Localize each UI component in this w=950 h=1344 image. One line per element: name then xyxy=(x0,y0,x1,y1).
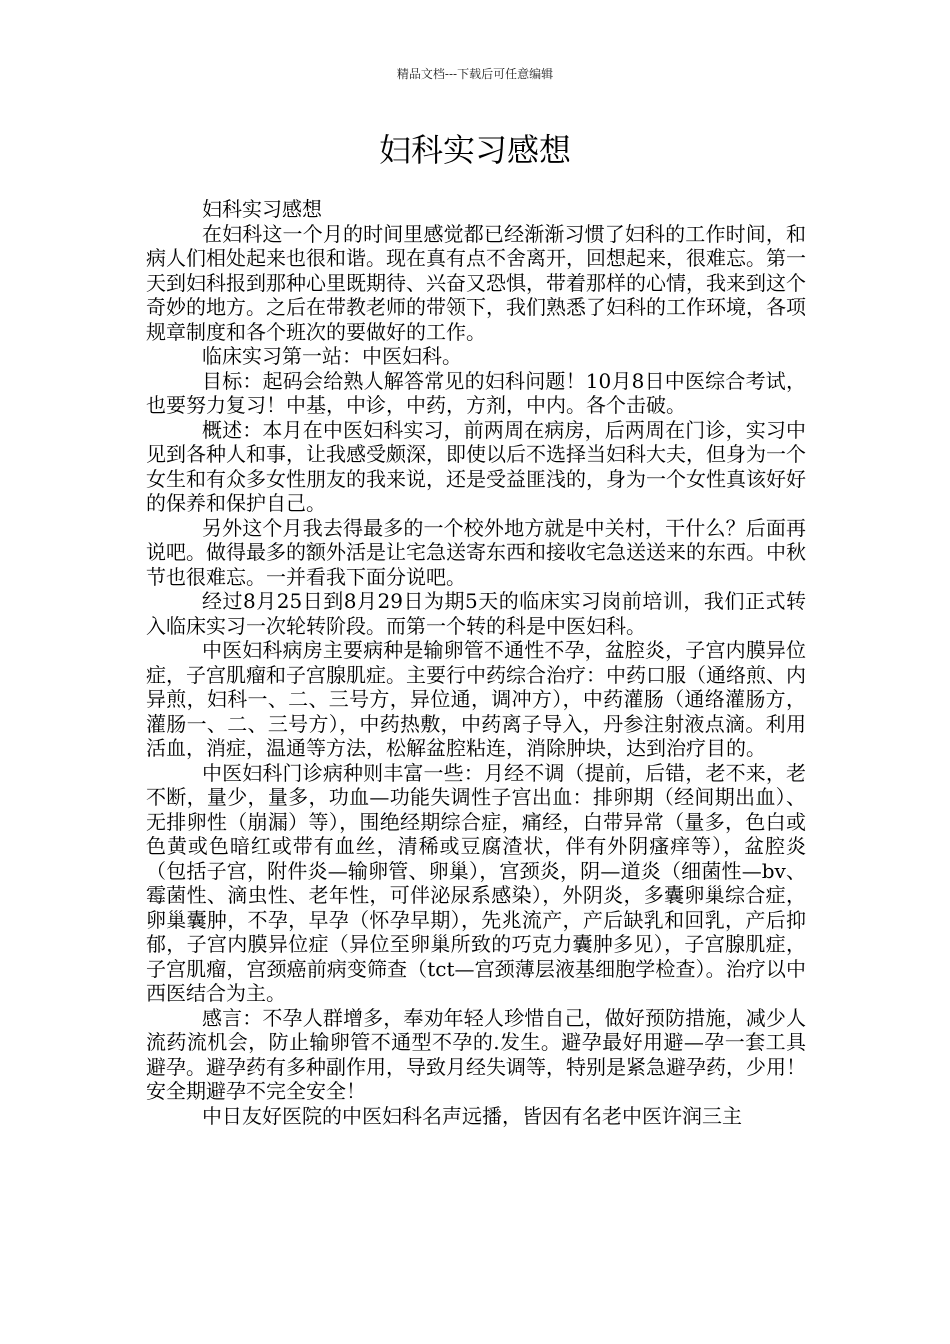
page-header: 精品文档---下载后可任意编辑 xyxy=(396,67,554,81)
document-body xyxy=(146,197,806,1128)
paragraph-intro: 在妇科这一个月的时间里感觉都已经渐渐习惯了妇科的工作时间，和病人们相处起来也很和谐。现在真有点不舍离开，回想起来，很难忘。第一天到妇科报到那种心里既期待、兴奋又恐惧，带着那样的心情，我来到这个奇妙的地方。之后在带教老师的带领下，我们熟悉了妇科的工作环境，各项规章制度和各个班次的要做好的工作。 xyxy=(146,221,806,344)
paragraph-overview: 概述：本月在中医妇科实习，前两周在病房，后两周在门诊，实习中见到各种人和事，让我感受颇深，即使以后不选择当妇科大夫，但身为一个女生和有众多女性朋友的我来说，还是受益匪浅的，身为一个女性真该好好的保养和保护自己。 xyxy=(146,417,806,515)
paragraph-first-station: 临床实习第一站：中医妇科。 xyxy=(202,344,462,368)
paragraph-zhongguancun: 另外这个月我去得最多的一个校外地方就是中关村，干什么？后面再说吧。做得最多的额外活是让宅急送寄东西和接收宅急送送来的东西。中秋节也很难忘。一并看我下面分说吧。 xyxy=(146,515,806,589)
paragraph-clinic-diseases: 中医妇科门诊病种则丰富一些：月经不调（提前，后错，老不来，老不断，量少，量多，功血—功能失调性子宫出血：排卵期（经间期出血）、无排卵性（崩漏）等），围绝经期综合症，痛经，白带异常（量多，色白或色黄或色暗红或带有血丝，清稀或豆腐渣状，伴有外阴瘙痒等），盆腔炎（包括子宫，附件炎—输卵管、卵巢），宫颈炎，阴—道炎（细菌性—bv、霉菌性、滴虫性、老年性，可伴泌尿系感染），外阴炎，多囊卵巢综合症，卵巢囊肿，不孕，早孕（怀孕早期），先兆流产，产后缺乳和回乳，产后抑郁，子宫内膜异位症（异位至卵巢所致的巧克力囊肿多见），子宫腺肌症，子宫肌瘤，宫颈癌前病变筛查（tct—宫颈薄层液基细胞学检查）。治疗以中西医结合为主。 xyxy=(146,760,806,1005)
paragraph-hospital: 中日友好医院的中医妇科名声远播，皆因有名老中医许润三主 xyxy=(202,1103,742,1128)
paragraph-reflection: 感言：不孕人群增多，奉劝年轻人珍惜自己，做好预防措施，减少人流药流机会，防止输卵管不通型不孕的.发生。避孕最好用避—孕一套工具避孕。避孕药有多种副作用，导致月经失调等，特别是紧急避孕药，少用！安全期避孕不完全安全！ xyxy=(146,1005,806,1103)
document-title: 妇科实习感想 xyxy=(378,131,571,169)
paragraph-training: 经过8月25日到8月29日为期5天的临床实习岗前培训，我们正式转入临床实习一次轮转阶段。而第一个转的科是中医妇科。 xyxy=(146,589,806,638)
paragraph-ward-diseases: 中医妇科病房主要病种是输卵管不通性不孕，盆腔炎，子宫内膜异位症，子宫肌瘤和子宫腺肌症。主要行中药综合治疗：中药口服（通络煎、内异煎，妇科一、二、三号方，异位通，调冲方），中药灌肠（通络灌肠方，灌肠一、二、三号方），中药热敷，中药离子导入，丹参注射液点滴。利用活血，消症，温通等方法，松解盆腔粘连，消除肿块，达到治疗目的。 xyxy=(146,638,806,760)
paragraph-goal: 目标：起码会给熟人解答常见的妇科问题！10月8日中医综合考试，也要努力复习！中基，中诊，中药，方剂，中内。各个击破。 xyxy=(146,368,806,417)
paragraph-subtitle: 妇科实习感想 xyxy=(202,197,322,221)
